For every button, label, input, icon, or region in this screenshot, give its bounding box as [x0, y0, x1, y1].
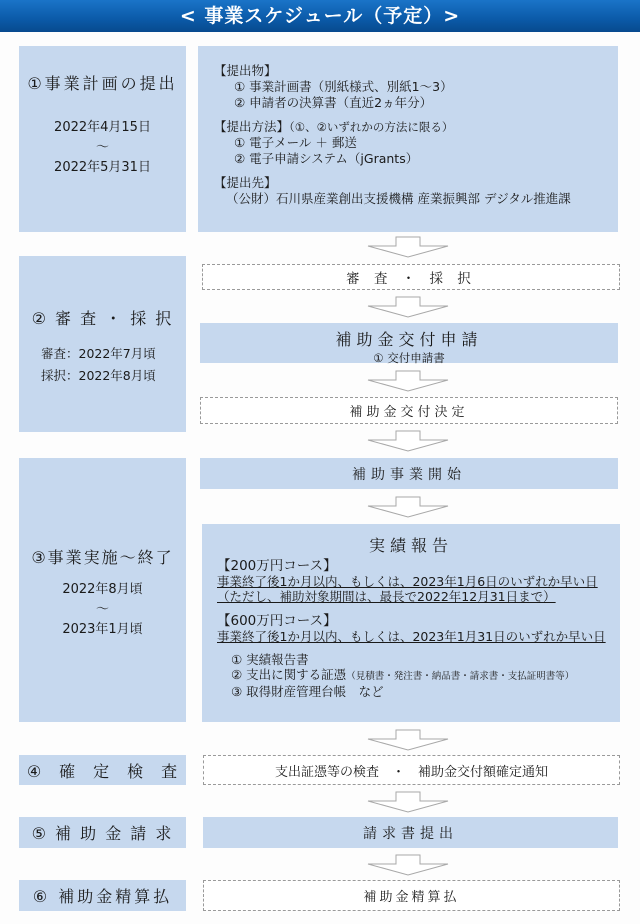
step1-date-from: 2022年4月15日: [54, 119, 151, 135]
down-arrow-icon: [366, 236, 450, 258]
down-arrow-icon: [366, 496, 450, 518]
down-arrow-icon: [366, 370, 450, 392]
step1-detail-box: [198, 46, 618, 232]
performance-report-box: [202, 524, 620, 722]
course-200-note: （ただし、補助対象期間は、最長で2022年12月31日まで）: [217, 589, 556, 604]
step3-date-to: 2023年1月頃: [62, 622, 143, 637]
down-arrow-icon: [366, 729, 450, 751]
review-date: 審査：2022年7月頃: [41, 346, 156, 361]
grant-decision-text: 補助金交付決定: [349, 405, 469, 420]
report-doc-item: ① 実績報告書: [231, 652, 309, 667]
report-title: 実績報告: [368, 536, 453, 555]
step5-label-box: [19, 817, 186, 848]
step5-label: ⑤ 補 助 金 請 求: [31, 824, 174, 843]
project-start-text: 補助事業開始: [352, 466, 466, 483]
step1-date-to: 2022年5月31日: [54, 159, 151, 175]
page-title: < 事業スケジュール（予定）>: [0, 0, 640, 32]
down-arrow-icon: [366, 296, 450, 318]
step1-label-box: [19, 46, 186, 232]
down-arrow-icon: [366, 854, 450, 876]
course-600-deadline: 事業終了後1か月以内、もしくは、2023年1月31日のいずれか早い日: [217, 629, 606, 644]
report-doc-item: ② 支出に関する証憑: [231, 667, 347, 682]
course-200-heading: 【200万円コース】: [217, 558, 337, 574]
settlement-text: 補助金精算払: [363, 890, 460, 905]
step6-label-box: [19, 880, 186, 911]
selection-date: 採択：2022年8月頃: [41, 368, 156, 383]
step3-label: ③事業実施～終了: [31, 548, 174, 567]
report-doc-note: （見積書・発注書・納品書・請求書・支払証明書等）: [346, 671, 575, 682]
inspection-box: [203, 755, 620, 785]
methods-note: （①、②いずれかの方法に限る）: [289, 120, 454, 134]
course-600-heading: 【600万円コース】: [217, 613, 337, 629]
step3-date-from: 2022年8月頃: [62, 582, 143, 597]
settlement-box: [203, 880, 620, 911]
destination-heading: 【提出先】: [214, 175, 277, 190]
report-doc-item: ③ 取得財産管理台帳 など: [231, 684, 384, 699]
grant-application-title: 補助金交付申請: [335, 330, 483, 349]
down-arrow-icon: [366, 430, 450, 452]
submissions-heading: 【提出物】: [214, 63, 277, 78]
step4-label: ④ 確 定 検 査: [26, 761, 179, 781]
step3-tilde: ～: [95, 602, 109, 617]
destination: （公財）石川県産業創出支援機構 産業振興部 デジタル推進課: [226, 191, 571, 206]
invoice-box: [203, 817, 618, 848]
step2-label-box: [19, 256, 186, 432]
step3-label-box: [19, 458, 186, 722]
step6-label: ⑥ 補助金精算払: [32, 887, 173, 906]
step2-label: ② 審 査 ・ 採 択: [31, 309, 174, 328]
project-start-box: [200, 458, 618, 489]
inspection-text: 支出証憑等の検査 ・ 補助金交付額確定通知: [274, 764, 548, 780]
step4-label-box: [19, 755, 186, 785]
invoice-text: 請求書提出: [363, 825, 458, 842]
method-item: ① 電子メール ＋ 郵送: [234, 135, 357, 150]
review-selection-text: 審 査 ・ 採 択: [346, 271, 476, 287]
grant-application-doc: ① 交付申請書: [373, 351, 445, 365]
submission-item: ① 事業計画書（別紙様式、別紙1～3）: [234, 79, 453, 94]
grant-decision-box: [200, 397, 618, 424]
submission-item: ② 申請者の決算書（直近2ヵ年分）: [234, 95, 433, 110]
methods-heading: 【提出方法】: [214, 119, 290, 134]
course-200-deadline: 事業終了後1か月以内、もしくは、2023年1月6日のいずれか早い日: [217, 574, 598, 589]
step1-label: ①事業計画の提出: [27, 73, 178, 93]
grant-application-box: [200, 323, 618, 363]
method-item: ② 電子申請システム（jGrants）: [234, 151, 419, 166]
down-arrow-icon: [366, 791, 450, 813]
step1-tilde: ～: [95, 139, 109, 155]
review-selection-box: [202, 264, 620, 290]
